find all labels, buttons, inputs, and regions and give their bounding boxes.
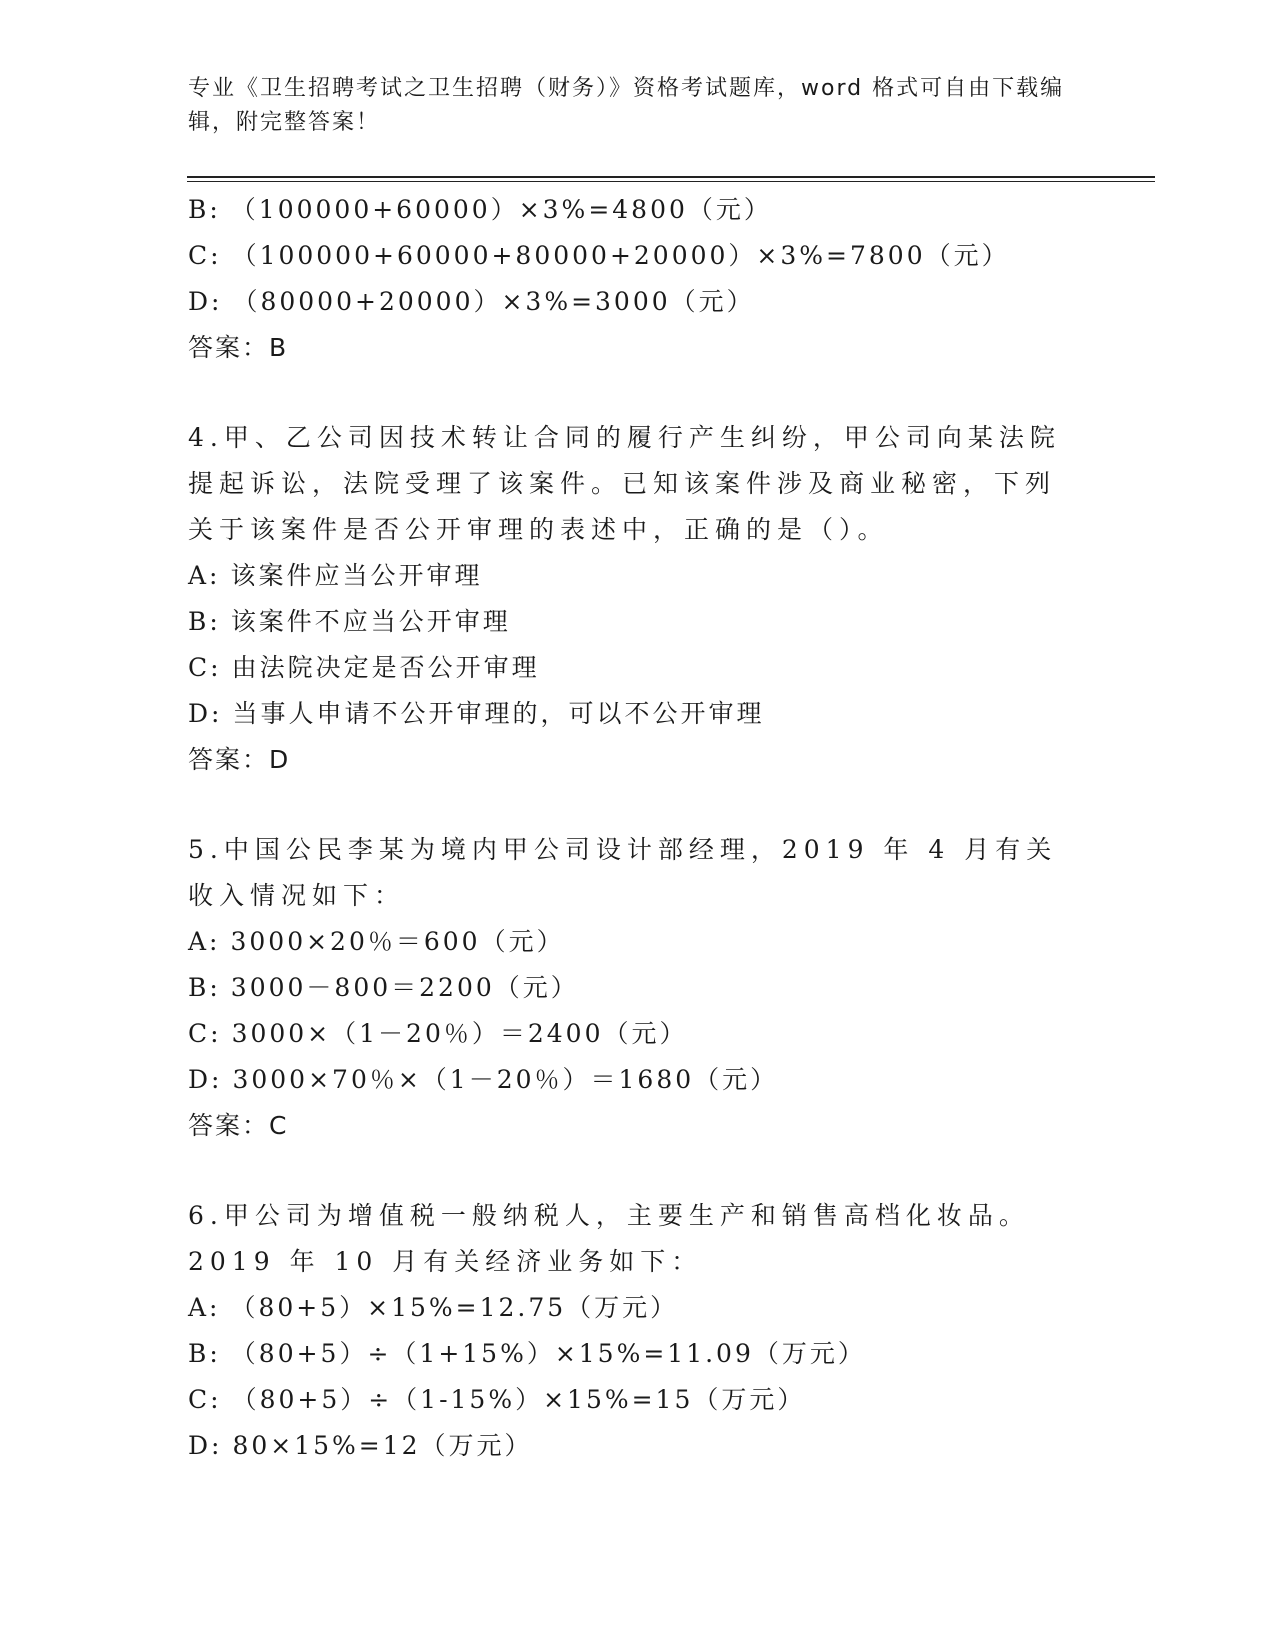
option-text: 80×15%=12（万元） (232, 1431, 533, 1460)
question-6 (188, 1193, 1068, 1469)
option-label: D: (188, 699, 223, 728)
question-4 (188, 415, 1068, 783)
option-text: （100000+60000+80000+20000）×3%=7800（元） (231, 241, 1010, 270)
option-text: （80000+20000）×3%=3000（元） (232, 287, 755, 316)
option-label: C: (188, 653, 222, 682)
option-label: A: (188, 927, 221, 956)
option-text: 由法院决定是否公开审理 (231, 653, 540, 682)
option-text: 3000×（1－20％）＝2400（元） (231, 1019, 688, 1048)
option-text: 3000×70％×（1－20％）＝1680（元） (232, 1065, 779, 1094)
header-rule-thin (187, 181, 1155, 182)
option-text: （80+5）×15%=12.75（万元） (230, 1293, 679, 1322)
option-text: 该案件不应当公开审理 (230, 607, 511, 636)
option-text: 该案件应当公开审理 (230, 561, 483, 590)
document-body (188, 187, 1068, 1469)
answer: 答案：C (188, 1111, 289, 1140)
option-label: A: (188, 561, 221, 590)
option-label: C: (188, 241, 222, 270)
option-label: C: (188, 1385, 222, 1414)
option-b (188, 187, 1068, 233)
option-b (188, 965, 1068, 1011)
option-b (188, 599, 1068, 645)
option-text: 当事人申请不公开审理的，可以不公开审理 (232, 699, 765, 728)
option-d (188, 1057, 1068, 1103)
question-stem: 5.中国公民李某为境内甲公司设计部经理，2019 年 4 月有关收入情况如下： (188, 835, 1058, 910)
option-label: B: (188, 1339, 221, 1368)
option-d (188, 691, 1068, 737)
option-c (188, 1377, 1068, 1423)
option-label: B: (188, 973, 221, 1002)
option-text: 3000×20％＝600（元） (230, 927, 565, 956)
option-a (188, 553, 1068, 599)
option-c (188, 645, 1068, 691)
option-text: （80+5）÷（1-15%）×15%=15（万元） (231, 1385, 806, 1414)
option-label: B: (188, 195, 221, 224)
question-stem: 6.甲公司为增值税一般纳税人，主要生产和销售高档化妆品。2019 年 10 月有关经济业务如下： (188, 1201, 1030, 1276)
question-5 (188, 827, 1068, 1149)
option-a (188, 919, 1068, 965)
option-d (188, 279, 1068, 325)
option-label: C: (188, 1019, 222, 1048)
option-label: D: (188, 287, 223, 316)
option-a (188, 1285, 1068, 1331)
option-b (188, 1331, 1068, 1377)
answer: 答案：B (188, 333, 289, 362)
header-text: 专业《卫生招聘考试之卫生招聘（财务）》资格考试题库，word 格式可自由下载编辑，附完整答案！ (188, 76, 1065, 135)
option-c (188, 233, 1068, 279)
option-c (188, 1011, 1068, 1057)
answer: 答案：D (188, 745, 291, 774)
option-label: A: (188, 1293, 221, 1322)
option-label: B: (188, 607, 221, 636)
option-text: （100000+60000）×3%=4800（元） (230, 195, 772, 224)
option-d (188, 1423, 1068, 1469)
option-text: （80+5）÷（1+15%）×15%=11.09（万元） (230, 1339, 866, 1368)
option-label: D: (188, 1065, 223, 1094)
question-3 (188, 187, 1068, 371)
option-text: 3000－800＝2200（元） (230, 973, 579, 1002)
question-stem: 4.甲、乙公司因技术转让合同的履行产生纠纷，甲公司向某法院提起诉讼，法院受理了该案件。已知该案件涉及商业秘密，下列关于该案件是否公开审理的表述中，正确的是（）。 (188, 423, 1061, 544)
document-header (188, 72, 1068, 140)
option-label: D: (188, 1431, 223, 1460)
header-rule-thick (187, 176, 1155, 178)
